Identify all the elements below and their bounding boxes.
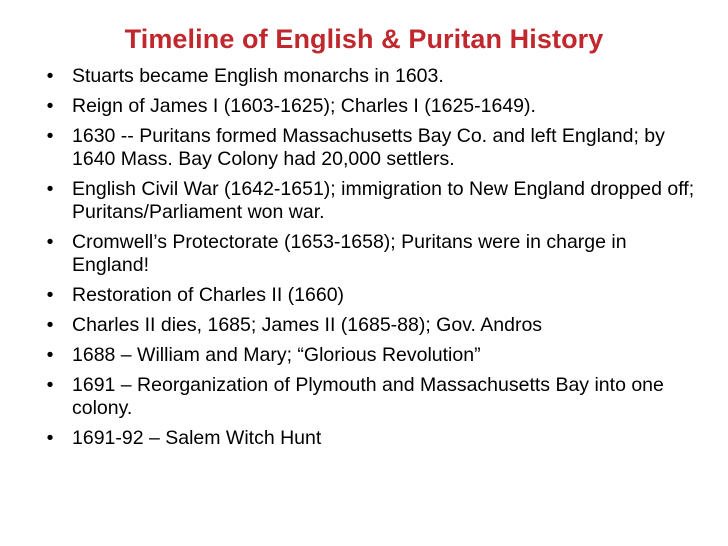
bullet-text: 1691 – Reorganization of Plymouth and Massachusetts Bay into one colony. (72, 374, 664, 419)
slide-title: Timeline of English & Puritan History (124, 24, 604, 54)
bullet-text: Restoration of Charles II (1660) (72, 284, 345, 306)
bullet-text: 1691-92 – Salem Witch Hunt (72, 427, 322, 449)
bullet-dot-icon: • (46, 95, 54, 117)
bullet-dot-icon: • (46, 178, 54, 200)
bullet-dot-icon: • (46, 231, 54, 253)
bullet-text: 1688 – William and Mary; “Glorious Revolution” (72, 344, 481, 366)
bullet-item (0, 178, 728, 224)
bullet-text: English Civil War (1642-1651); immigration to New England dropped off; Puritans/Parliament won war. (72, 178, 695, 223)
bullet-text: Reign of James I (1603-1625); Charles I (1625-1649). (72, 95, 536, 117)
bullet-item (0, 284, 728, 307)
bullet-dot-icon: • (46, 125, 54, 147)
bullet-text: Cromwell’s Protectorate (1653-1658); Puritans were in charge in England! (72, 231, 627, 276)
bullet-dot-icon: • (46, 374, 54, 396)
bullet-item (0, 231, 728, 277)
bullet-item (0, 125, 728, 171)
bullet-text: Stuarts became English monarchs in 1603. (72, 65, 444, 87)
bullet-item (0, 65, 728, 88)
bullet-dot-icon: • (46, 427, 54, 449)
bullet-item (0, 344, 728, 367)
bullet-item (0, 314, 728, 337)
bullet-list (0, 65, 728, 457)
bullet-text: Charles II dies, 1685; James II (1685-88); Gov. Andros (72, 314, 543, 336)
bullet-dot-icon: • (46, 284, 54, 306)
bullet-text: 1630 -- Puritans formed Massachusetts Bay Co. and left England; by 1640 Mass. Bay Colony had 20,000 settlers. (72, 125, 665, 170)
bullet-item (0, 374, 728, 420)
bullet-dot-icon: • (46, 314, 54, 336)
bullet-item (0, 427, 728, 450)
bullet-item (0, 95, 728, 118)
bullet-dot-icon: • (46, 65, 54, 87)
bullet-dot-icon: • (46, 344, 54, 366)
